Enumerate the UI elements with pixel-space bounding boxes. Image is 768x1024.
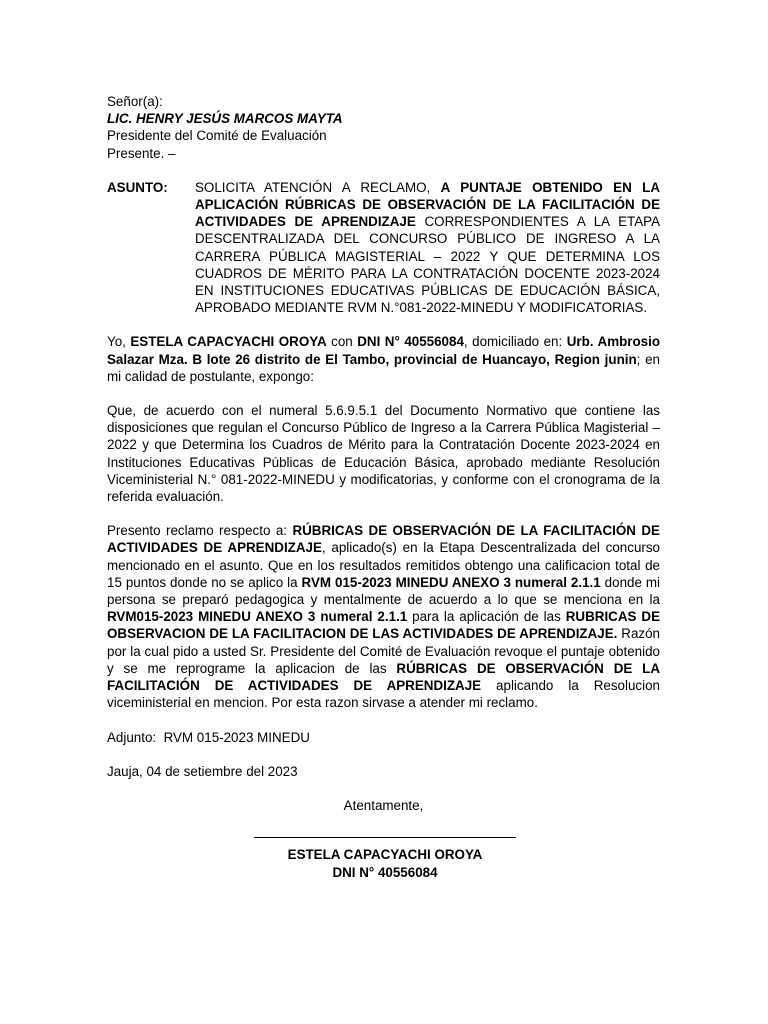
addressee-name: LIC. HENRY JESÚS MARCOS MAYTA (107, 111, 343, 127)
salutation: Señor(a): (107, 94, 163, 109)
claim-text: , aplicado(s) en la Etapa Descentralizada del concurso mencionado en el asunto. Que en los resultados remitidos obtengo una calificacion total de 15 puntos donde no se aplico la (107, 540, 660, 590)
applicant-dni: DNI N° 40556084 (357, 334, 464, 350)
applicant-name: ESTELA CAPACYACHI OROYA (130, 334, 327, 350)
intro-paragraph (107, 333, 660, 385)
intro-text: Yo, (107, 334, 131, 350)
claim-bold: RVM015-2023 MINEDU ANEXO 3 numeral 2.1.1 (107, 609, 408, 625)
spacer (107, 780, 660, 797)
spacer (107, 505, 660, 522)
claim-text: Razón por la cual pido a usted Sr. Presidente del Comité de Evaluación revoque el puntaje obtenido y se me reprograme la aplicacion de las (107, 626, 660, 676)
spacer (107, 746, 660, 763)
spacer (107, 162, 660, 179)
signature-block (254, 837, 516, 882)
claim-text: para la aplicación de las (407, 609, 566, 625)
claim-bold: RÚBRICAS DE OBSERVACIÓN DE LA FACILITACIÓN DE ACTIVIDADES DE APRENDIZAJE (107, 523, 660, 556)
claim-bold: RÚBRICAS DE OBSERVACIÓN DE LA FACILITACIÓN DE ACTIVIDADES DE APRENDIZAJE (107, 660, 660, 694)
intro-text: con (326, 334, 358, 350)
date-line: Jauja, 04 de setiembre del 2023 (107, 763, 298, 779)
claim-text: aplicando la Resolucion viceministerial en mencion. Por esta razon sirvase a atender mi reclamo. (107, 678, 660, 711)
legal-basis-paragraph: Que, de acuerdo con el numeral 5.6.9.5.1 del Documento Normativo que contiene las disposiciones que regulan el Concurso Público de Ingreso a la Carrera Pública Magisterial – 2022 y que Determina los Cuadros de Mérito para la Contratación Docente 2023-2024 en Instituciones Educativas Públicas de Educación Básica, aprobado mediante Resolución Viceministerial N.° 081-2022-MINEDU y modificatorias, y conforme con el cronograma de la referida evaluación. (107, 403, 660, 505)
claim-text: donde mi persona se preparó pedagogica y mentalmente de acuerdo a lo que se menciona en la (107, 574, 660, 608)
closing-line: Atentamente, (343, 797, 424, 813)
intro-text: ; en mi calidad de postulante, expongo: (107, 351, 660, 384)
spacer (107, 712, 660, 729)
attachment-line: Adjunto: RVM 015-2023 MINEDU (107, 729, 310, 745)
claim-bold: RVM 015-2023 MINEDU ANEXO 3 numeral 2.1.1 (301, 574, 601, 590)
asunto-text (195, 179, 660, 317)
asunto-part3: CORRESPONDIENTES A LA ETAPA DESCENTRALIZADA DEL CONCURSO PÚBLICO DE INGRESO A LA CARRERA PÚBLICA MAGISTERIAL – 2022 Y QUE DETERMINA LOS CUADROS DE MÉRITO PARA LA CONTRATACIÓN DOCENTE 2023-2024 EN INSTITUCIONES EDUCATIVAS PÚBLICAS DE EDUCACIÓN BÁSICA, APROBADO MEDIANTE RVM N.°081-2022-MINEDU Y MODIFICATORIAS. (195, 214, 660, 316)
applicant-address: Urb. Ambrosio Salazar Mza. B lote 26 distrito de El Tambo, provincial de Huancayo, Region junin (107, 334, 661, 367)
asunto-label: ASUNTO: (107, 179, 168, 195)
spacer (107, 385, 660, 402)
asunto-part2: A PUNTAJE OBTENIDO EN LA APLICACIÓN RÚBRICAS DE OBSERVACIÓN DE LA FACILITACIÓN DE ACTIVIDADES DE APRENDIZAJE (195, 179, 661, 230)
signature-name: ESTELA CAPACYACHI OROYA (287, 847, 483, 862)
claim-text: Presento reclamo respecto a: (107, 523, 293, 539)
signature-line (254, 837, 516, 838)
presente-line: Presente. – (107, 145, 176, 161)
asunto-part1: SOLICITA ATENCIÓN A RECLAMO, (195, 179, 441, 195)
claim-paragraph (107, 522, 660, 711)
letter-body (107, 93, 660, 814)
asunto-block (107, 179, 660, 317)
intro-text: , domiciliado en: (463, 334, 567, 350)
addressee-position: Presidente del Comité de Evaluación (107, 128, 327, 144)
spacer (107, 316, 660, 333)
claim-bold: RUBRICAS DE OBSERVACION DE LA FACILITACION DE LAS ACTIVIDADES DE APRENDIZAJE. (107, 609, 661, 642)
signature-dni: DNI N° 40556084 (332, 865, 438, 880)
